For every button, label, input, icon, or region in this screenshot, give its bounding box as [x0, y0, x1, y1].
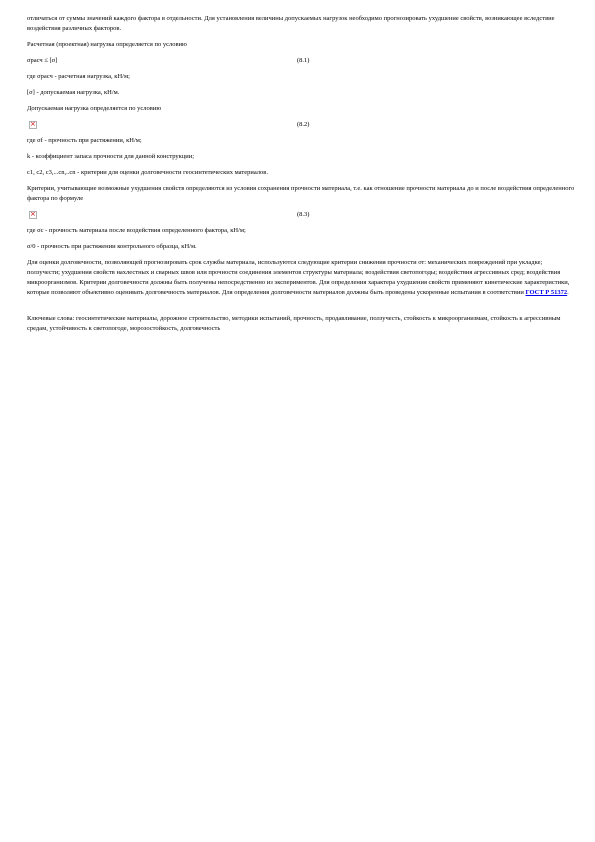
formula-row-8-2: [27, 120, 575, 130]
definition-control-strength: σ/0 - прочность при растяжении контрольного образца, кН/м.: [27, 243, 197, 250]
formula-number-8-3: (8.3): [297, 211, 310, 218]
keywords: Ключевые слова: геосинтетические материалы, дорожное строительство, методики испытаний, прочность, продавливание, ползучесть, стойкость к микроорганизмам, стойкость к агрессивным средам, устойчивость к светопогоде, морозостойкость, долговечность: [27, 315, 561, 332]
gost-link[interactable]: ГОСТ Р 51372: [525, 289, 568, 296]
paragraph-criteria: Критерии, учитывающие возможные ухудшения свойств определяются из условия сохранения прочности материала, т.е. как отношение прочности материала до и после воздействия определенного фактора по формуле: [27, 185, 575, 202]
formula-row-8-3: [27, 210, 575, 220]
paragraph-allowed-load: Допускаемая нагрузка определяется по условию: [27, 105, 162, 112]
broken-image-icon: [29, 211, 37, 219]
definition-tensile-strength: где σf - прочность при растяжении, кН/м;: [27, 137, 142, 144]
formula-8-1: σрасч ≤ [σ]: [27, 57, 58, 64]
formula-number-8-2: (8.2): [297, 121, 310, 128]
document-page: [27, 14, 575, 340]
definition-safety-factor: k - коэффициент запаса прочности для данной конструкции;: [27, 153, 195, 160]
paragraph-intro: отличаться от суммы значений каждого фактора в отдельности. Для установления величины допускаемых нагрузок необходимо прогнозировать ухудшение свойств, возникающее вследствие воздействия различных факторов.: [27, 15, 555, 32]
paragraph-design-load: Расчетная (проектная) нагрузка определяется по условию: [27, 41, 187, 48]
paragraph-durability: Для оценки долговечности, позволяющей прогнозировать срок службы материала, используются следующие критерии снижения прочности от: механических повреждений при укладке; ползучести; ухудшения свойств нахлестных и сварных швов или прочности соединения элементов структуры материала; воздействия светопогоды; воздействия агрессивных сред; воздействия микроорганизмов. Критерии долговечности должны быть получены непосредственно из экспериментов. Для определения характера ухудшения свойств применяют кинетические характеристики, которые позволяют объективно оценивать долговечность материалов. Для определения долговечности материалов должны быть проведены ускоренные испытания в соответствии ГОСТ Р 51372.: [27, 259, 570, 296]
formula-row-8-1: [27, 56, 575, 66]
definition-allowed-load: [σ] - допускаемая нагрузка, кН/м.: [27, 89, 120, 96]
definition-design-load: где σрасч - расчетная нагрузка, кН/м;: [27, 73, 130, 80]
formula-number-8-1: (8.1): [297, 57, 310, 64]
definition-strength-after: где σc - прочность материала после воздействия определенного фактора, кН/м;: [27, 227, 246, 234]
broken-image-icon: [29, 121, 37, 129]
definition-criteria: c1, c2, c3,...cn,..cn - критерии для оценки долговечности геосинтетических материалов.: [27, 169, 268, 176]
